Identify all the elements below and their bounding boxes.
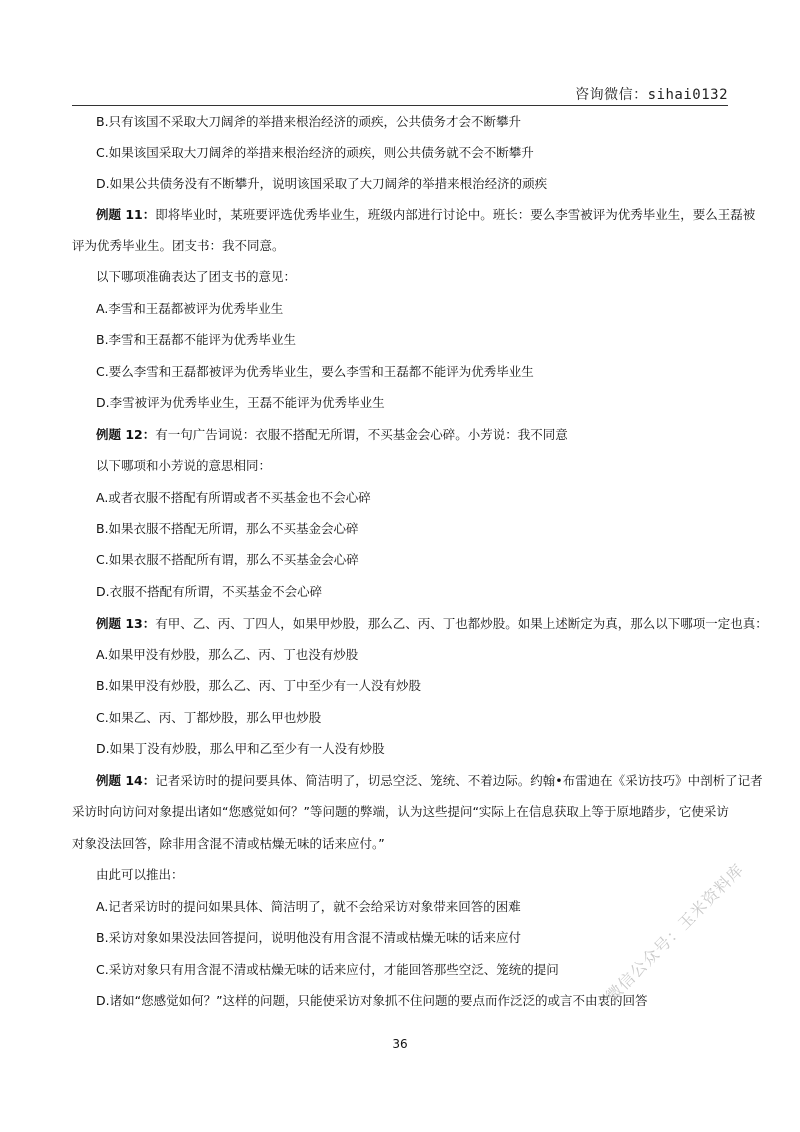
option-line: D.衣服不搭配有所谓，不买基金不会心碎 (96, 584, 323, 599)
question-14 (96, 772, 763, 790)
header-contact: 咨询微信：sihai0132 (575, 87, 728, 103)
option-line: D.李雪被评为优秀毕业生，王磊不能评为优秀毕业生 (96, 395, 385, 410)
question-text-cont: 对象没法回答，除非用含混不清或枯燥无味的话来应付。” (72, 836, 385, 851)
question-text-cont: 采访时向访问对象提出诸如“您感觉如何？”等问题的弊端，认为这些提问“实际上在信息获取上等于原地踏步，它使采访 (72, 804, 729, 819)
option-line: C.采访对象只有用含混不清或枯燥无味的话来应付，才能回答那些空泛、笼统的提问 (96, 962, 559, 977)
option-line: B.如果甲没有炒股，那么乙、丙、丁中至少有一人没有炒股 (96, 678, 422, 693)
question-11 (96, 206, 756, 224)
option-line: D.诸如“您感觉如何？”这样的问题，只能使采访对象抓不住问题的要点而作泛泛的或言不由衷的回答 (96, 993, 648, 1008)
option-line: C.如果该国采取大刀阔斧的举措来根治经济的顽疾，则公共债务就不会不断攀升 (96, 145, 534, 160)
option-line: A.如果甲没有炒股，那么乙、丙、丁也没有炒股 (96, 647, 359, 662)
option-line: C.要么李雪和王磊都被评为优秀毕业生，要么李雪和王磊都不能评为优秀毕业生 (96, 364, 534, 379)
option-line: B.只有该国不采取大刀阔斧的举措来根治经济的顽疾，公共债务才会不断攀升 (96, 114, 522, 129)
question-13 (96, 615, 768, 633)
option-line: A.记者采访时的提问如果具体、简洁明了，就不会给采访对象带来回答的困难 (96, 899, 521, 914)
question-text: 即将毕业时，某班要评选优秀毕业生，班级内部进行讨论中。班长：要么李雪被评为优秀毕业生，要么王磊被 (155, 207, 756, 222)
option-line: B.李雪和王磊都不能评为优秀毕业生 (96, 332, 297, 347)
prompt-line: 以下哪项准确表达了团支书的意见： (96, 269, 297, 284)
question-label: 例题 13： (96, 616, 156, 631)
option-line: C.如果衣服不搭配所有谓，那么不买基金会心碎 (96, 552, 359, 567)
prompt-line: 以下哪项和小芳说的意思相同： (96, 458, 272, 473)
question-label: 例题 11： (96, 207, 156, 222)
option-line: B.如果衣服不搭配无所谓，那么不买基金会心碎 (96, 521, 359, 536)
question-text: 记者采访时的提问要具体、简洁明了，切忌空泛、笼统、不着边际。约翰•布雷迪在《采访技巧》中剖析了记者 (155, 773, 763, 788)
option-line: A.或者衣服不搭配有所谓或者不买基金也不会心碎 (96, 490, 371, 505)
question-label: 例题 14： (96, 773, 156, 788)
page-number: 36 (392, 1037, 408, 1051)
watermark: 微信公众号：玉米资料库 (602, 859, 748, 1006)
question-label: 例题 12： (96, 427, 156, 442)
question-text: 有甲、乙、丙、丁四人，如果甲炒股，那么乙、丙、丁也都炒股。如果上述断定为真，那么以下哪项一定也真： (155, 616, 768, 631)
option-line: D.如果丁没有炒股，那么甲和乙至少有一人没有炒股 (96, 741, 385, 756)
question-12 (96, 426, 730, 444)
prompt-line: 由此可以推出： (96, 867, 184, 882)
option-line: A.李雪和王磊都被评为优秀毕业生 (96, 301, 284, 316)
question-text-cont: 评为优秀毕业生。团支书：我不同意。 (72, 238, 285, 253)
option-line: D.如果公共债务没有不断攀升，说明该国采取了大刀阔斧的举措来根治经济的顽疾 (96, 176, 548, 191)
question-text: 有一句广告词说：衣服不搭配无所谓，不买基金会心碎。小芳说：我不同意 (155, 427, 568, 442)
option-line: B.采访对象如果没法回答提问，说明他没有用含混不清或枯燥无味的话来应付 (96, 930, 522, 945)
option-line: C.如果乙、丙、丁都炒股，那么甲也炒股 (96, 710, 322, 725)
header-rule (72, 105, 728, 106)
